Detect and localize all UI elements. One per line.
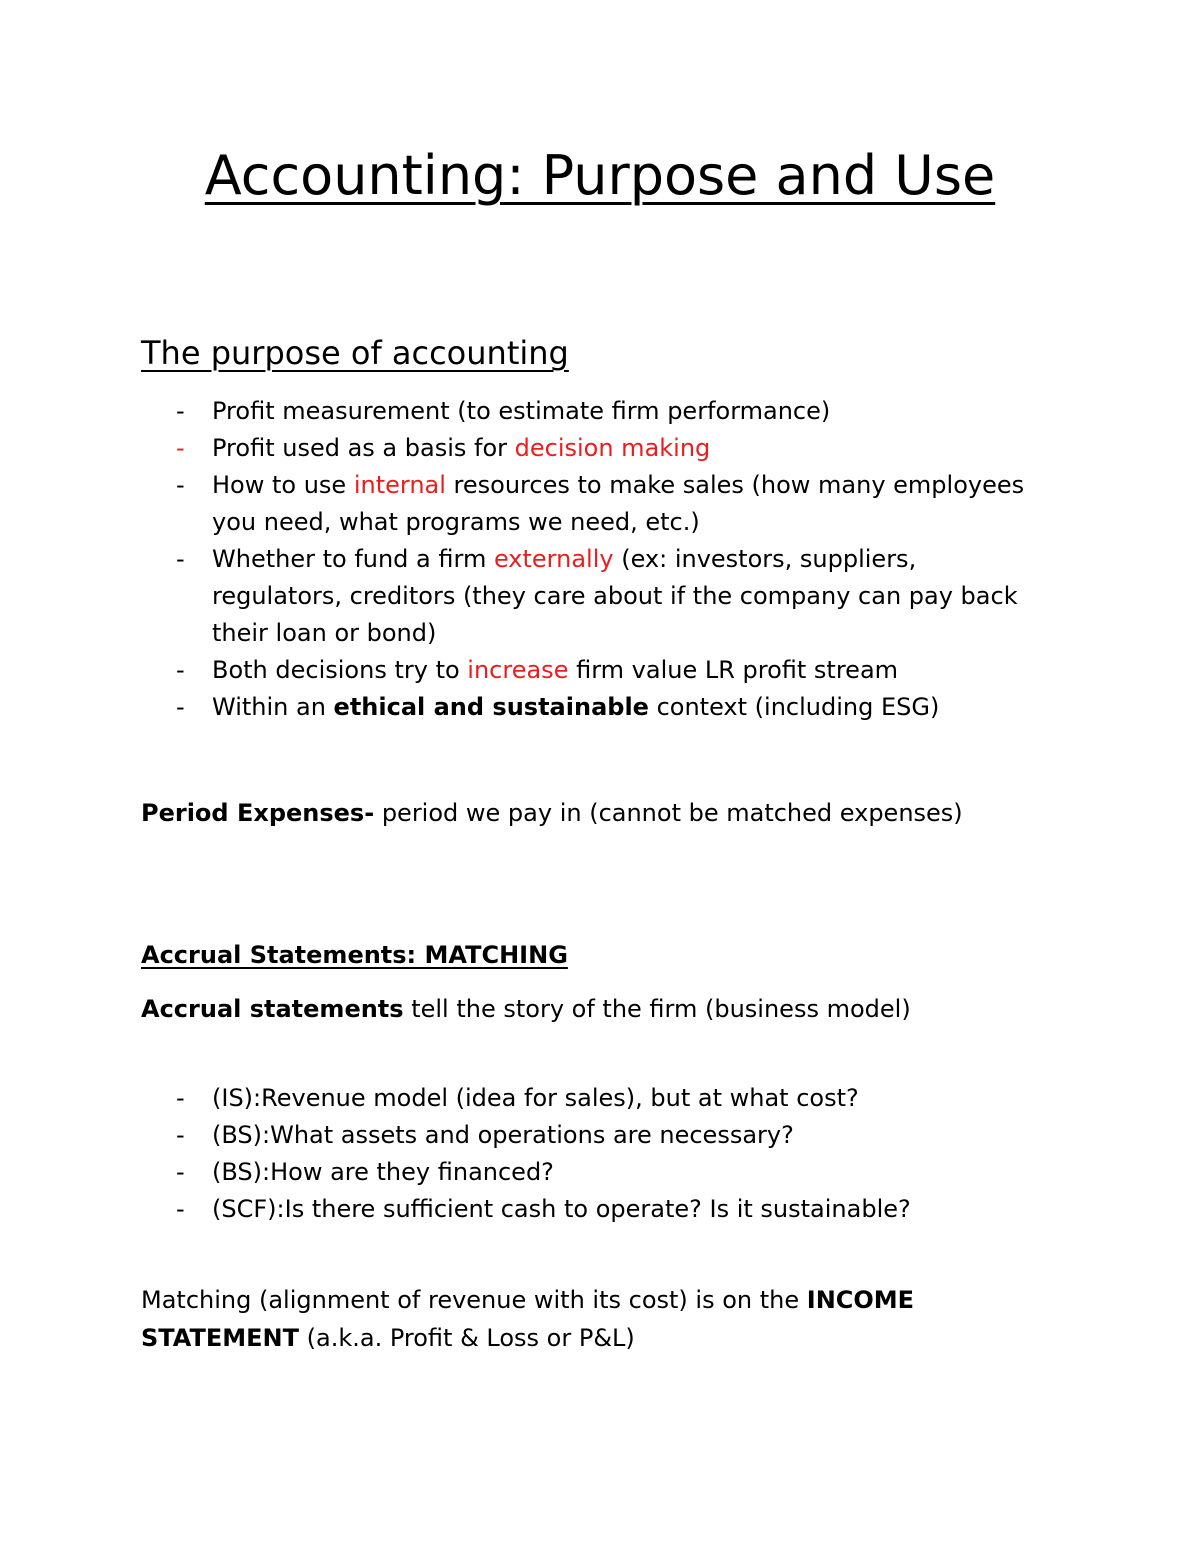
list-dash: - xyxy=(176,656,185,684)
purpose-list xyxy=(0,393,1052,726)
list-dash: - xyxy=(176,1195,185,1223)
highlight-text: internal xyxy=(353,471,446,499)
paragraph-text: tell the story of the firm (business model) xyxy=(403,995,911,1023)
list-item-text: (BS):How are they financed? xyxy=(212,1158,554,1186)
page-title: Accounting: Purpose and Use xyxy=(204,144,996,207)
paragraph-text: period we pay in (cannot be matched expenses) xyxy=(374,799,963,827)
list-item xyxy=(0,467,1052,541)
list-dash: - xyxy=(176,1158,185,1186)
section-heading-purpose: The purpose of accounting xyxy=(141,334,569,372)
list-dash: - xyxy=(176,471,185,499)
list-item xyxy=(0,689,1052,726)
list-item xyxy=(0,541,1052,652)
list-item-text: (IS):Revenue model (idea for sales), but at what cost? xyxy=(212,1084,859,1112)
list-item-text: Profit measurement (to estimate firm performance) xyxy=(212,397,831,425)
list-item-text: (ex: investors, suppliers, regulators, creditors (they care about if the company can pay back their loan or bond) xyxy=(212,545,1018,647)
highlight-text: increase xyxy=(467,656,569,684)
list-item-text: (BS):What assets and operations are necessary? xyxy=(212,1121,794,1149)
paragraph-text: (a.k.a. Profit & Loss or P&L) xyxy=(299,1324,635,1352)
bold-text: INCOME STATEMENT xyxy=(141,1286,915,1352)
list-item xyxy=(0,1154,1052,1191)
list-item xyxy=(0,1117,1052,1154)
list-item xyxy=(0,652,1052,689)
highlight-text: decision making xyxy=(514,434,711,462)
list-item-text: (SCF):Is there sufficient cash to operate? Is it sustainable? xyxy=(212,1195,911,1223)
bold-text: Period Expenses- xyxy=(141,799,375,827)
highlight-text: externally xyxy=(493,545,614,573)
list-dash: - xyxy=(176,1121,185,1149)
section-heading-accrual: Accrual Statements: MATCHING xyxy=(141,941,568,969)
list-item-text: Profit used as a basis for xyxy=(212,434,515,462)
list-item-text: context (including ESG) xyxy=(648,693,940,721)
list-dash: - xyxy=(176,397,185,425)
list-dash: - xyxy=(176,1084,185,1112)
list-item xyxy=(0,1080,1052,1117)
list-item xyxy=(0,393,1052,430)
list-item-text: Whether to fund a firm xyxy=(212,545,494,573)
bold-text: ethical and sustainable xyxy=(333,693,649,721)
bold-text: Accrual statements xyxy=(141,995,404,1023)
list-item-text: How to use xyxy=(212,471,354,499)
list-dash: - xyxy=(176,434,185,462)
accrual-list xyxy=(0,1080,1052,1228)
list-item-text: firm value LR profit stream xyxy=(568,656,899,684)
accrual-intro-paragraph xyxy=(141,990,981,1028)
list-item-text: Within an xyxy=(212,693,334,721)
list-dash: - xyxy=(176,693,185,721)
list-item-text: Both decisions try to xyxy=(212,656,468,684)
list-item xyxy=(0,1191,1052,1228)
list-item xyxy=(0,430,1052,467)
matching-paragraph xyxy=(141,1281,981,1357)
period-expenses-paragraph xyxy=(141,794,981,832)
list-dash: - xyxy=(176,545,185,573)
paragraph-text: Matching (alignment of revenue with its cost) is on the xyxy=(141,1286,807,1314)
list-item-text: resources to make sales (how many employees you need, what programs we need, etc.) xyxy=(212,471,1025,536)
